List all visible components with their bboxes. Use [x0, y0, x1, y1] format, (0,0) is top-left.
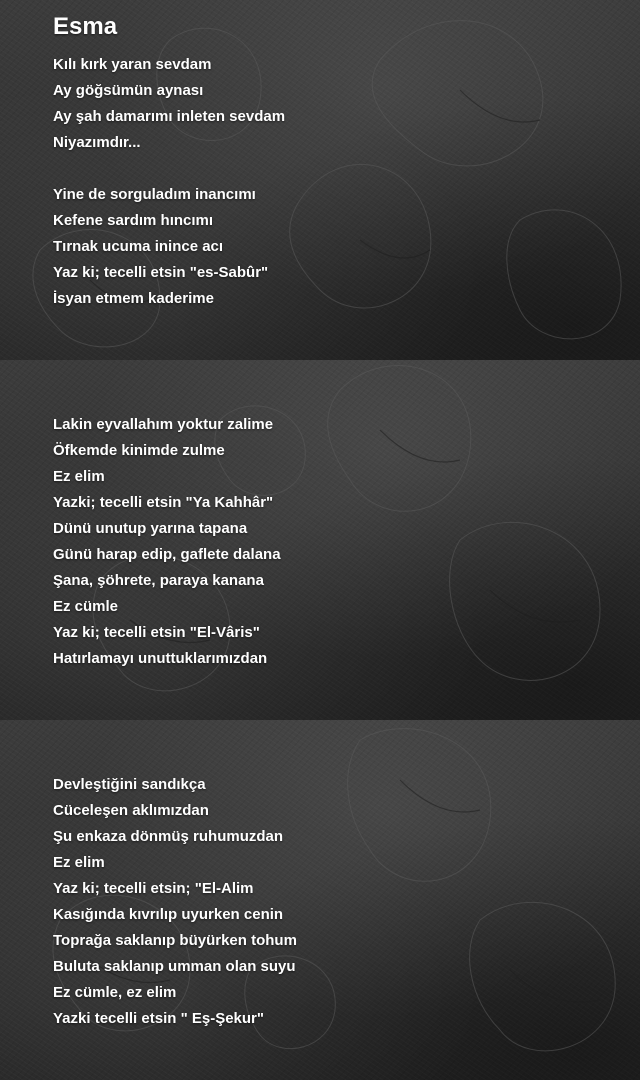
poem-line: Şu enkaza dönmüş ruhumuzdan — [53, 828, 284, 845]
poem-line: Ez elim — [53, 854, 105, 871]
poem-line: Yazki; tecelli etsin "Ya Kahhâr" — [53, 494, 274, 511]
poem-line: Ay göğsümün aynası — [53, 82, 204, 99]
poem-line: Öfkemde kinimde zulme — [53, 442, 225, 459]
poem-line: Lakin eyvallahım yoktur zalime — [53, 416, 274, 433]
poem-line: Niyazımdır... — [53, 134, 141, 151]
poem-line: Cüceleşen aklımızdan — [53, 802, 209, 819]
poem-panel-1 — [0, 0, 640, 360]
poem-line: Yaz ki; tecelli etsin "El-Vâris" — [53, 624, 260, 641]
poem-line: Şana, şöhrete, paraya kanana — [53, 572, 264, 589]
poem-stanza-1 — [53, 12, 620, 312]
poem-line: İsyan etmem kaderime — [53, 290, 214, 307]
poem-blank-line — [53, 156, 620, 182]
poem-line: Ez cümle — [53, 598, 119, 615]
poem-title: Esma — [53, 13, 118, 40]
poem-stanza-2 — [53, 412, 620, 672]
poem-line: Günü harap edip, gaflete dalana — [53, 546, 281, 563]
poem-line: Devleştiğini sandıkça — [53, 776, 206, 793]
poem-line: Yaz ki; tecelli etsin; "El-Alim — [53, 880, 254, 897]
poem-line: Kılı kırk yaran sevdam — [53, 56, 212, 73]
poem-line: Dünü unutup yarına tapana — [53, 520, 248, 537]
poem-panel-3 — [0, 720, 640, 1080]
poem-line: Yazki tecelli etsin " Eş-Şekur" — [53, 1010, 264, 1027]
poem-line: Toprağa saklanıp büyürken tohum — [53, 932, 297, 949]
poem-line: Ez elim — [53, 468, 105, 485]
poem-line: Ay şah damarımı inleten sevdam — [53, 108, 286, 125]
poem-line: Hatırlamayı unuttuklarımızdan — [53, 650, 268, 667]
poem-line: Kasığında kıvrılıp uyurken cenin — [53, 906, 284, 923]
poem-line: Tırnak ucuma inince acı — [53, 238, 224, 255]
poem-line: Buluta saklanıp umman olan suyu — [53, 958, 296, 975]
poem-panel-2 — [0, 360, 640, 720]
poem-line: Yine de sorguladım inancımı — [53, 186, 256, 203]
poem-line: Kefene sardım hıncımı — [53, 212, 214, 229]
poem-stanza-3 — [53, 772, 620, 1032]
poem-line: Ez cümle, ez elim — [53, 984, 177, 1001]
poem-line: Yaz ki; tecelli etsin "es-Sabûr" — [53, 264, 269, 281]
